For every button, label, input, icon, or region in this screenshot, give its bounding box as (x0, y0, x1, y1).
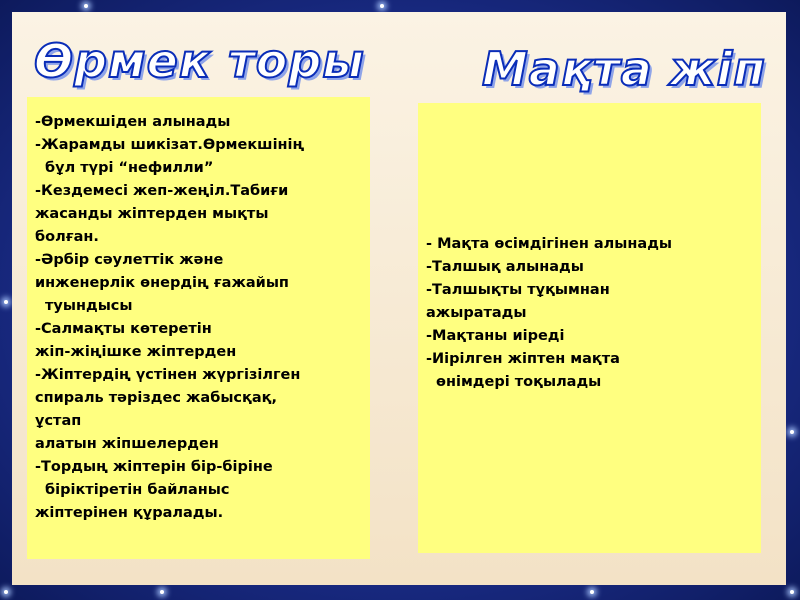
sparkle-decoration (790, 590, 794, 594)
text-line: - Мақта өсімдігінен алынады (426, 236, 673, 252)
left-heading: Өрмек торы (34, 34, 365, 88)
text-line: -Әрбір сәулеттік және (35, 252, 224, 268)
sparkle-decoration (4, 590, 8, 594)
text-line: спираль тәріздес жабысқақ, (35, 390, 277, 406)
sparkle-decoration (790, 430, 794, 434)
left-text-panel (27, 97, 370, 559)
text-line: -Жарамды шикізат.Өрмекшінің (35, 137, 305, 153)
text-line: -Мақтаны иіреді (426, 328, 565, 344)
text-line: -Талшықты тұқымнан (426, 282, 610, 298)
text-line: болған. (35, 229, 99, 245)
text-line: -Жіптердің үстінен жүргізілген (35, 367, 301, 383)
right-heading: Мақта жіп (482, 42, 767, 96)
text-line: -Өрмекшіден алынады (35, 114, 231, 130)
text-line: -Тордың жіптерін бір-біріне (35, 459, 273, 475)
text-line: -Салмақты көтеретін (35, 321, 212, 337)
text-line: бұл түрі “нефилли” (45, 160, 214, 176)
text-line: -Талшық алынады (426, 259, 584, 275)
text-line: -Иірілген жіптен мақта (426, 351, 620, 367)
text-line: туындысы (45, 298, 133, 314)
text-line: жасанды жіптерден мықты (35, 206, 269, 222)
text-line: біріктіретін байланыс (45, 482, 230, 498)
text-line: жіп-жіңішке жіптерден (35, 344, 237, 360)
sparkle-decoration (4, 300, 8, 304)
text-line: алатын жіпшелерден (35, 436, 219, 452)
sparkle-decoration (380, 4, 384, 8)
text-line: өнімдері тоқылады (436, 374, 602, 390)
right-text-panel (418, 103, 761, 553)
sparkle-decoration (84, 4, 88, 8)
text-line: инженерлік өнердің ғажайып (35, 275, 289, 291)
sparkle-decoration (590, 590, 594, 594)
text-line: ұстап (35, 413, 82, 429)
text-line: жіптерінен құралады. (35, 505, 224, 521)
text-line: -Кездемесі жеп-жеңіл.Табиғи (35, 183, 289, 199)
text-line: ажыратады (426, 305, 527, 321)
sparkle-decoration (160, 590, 164, 594)
